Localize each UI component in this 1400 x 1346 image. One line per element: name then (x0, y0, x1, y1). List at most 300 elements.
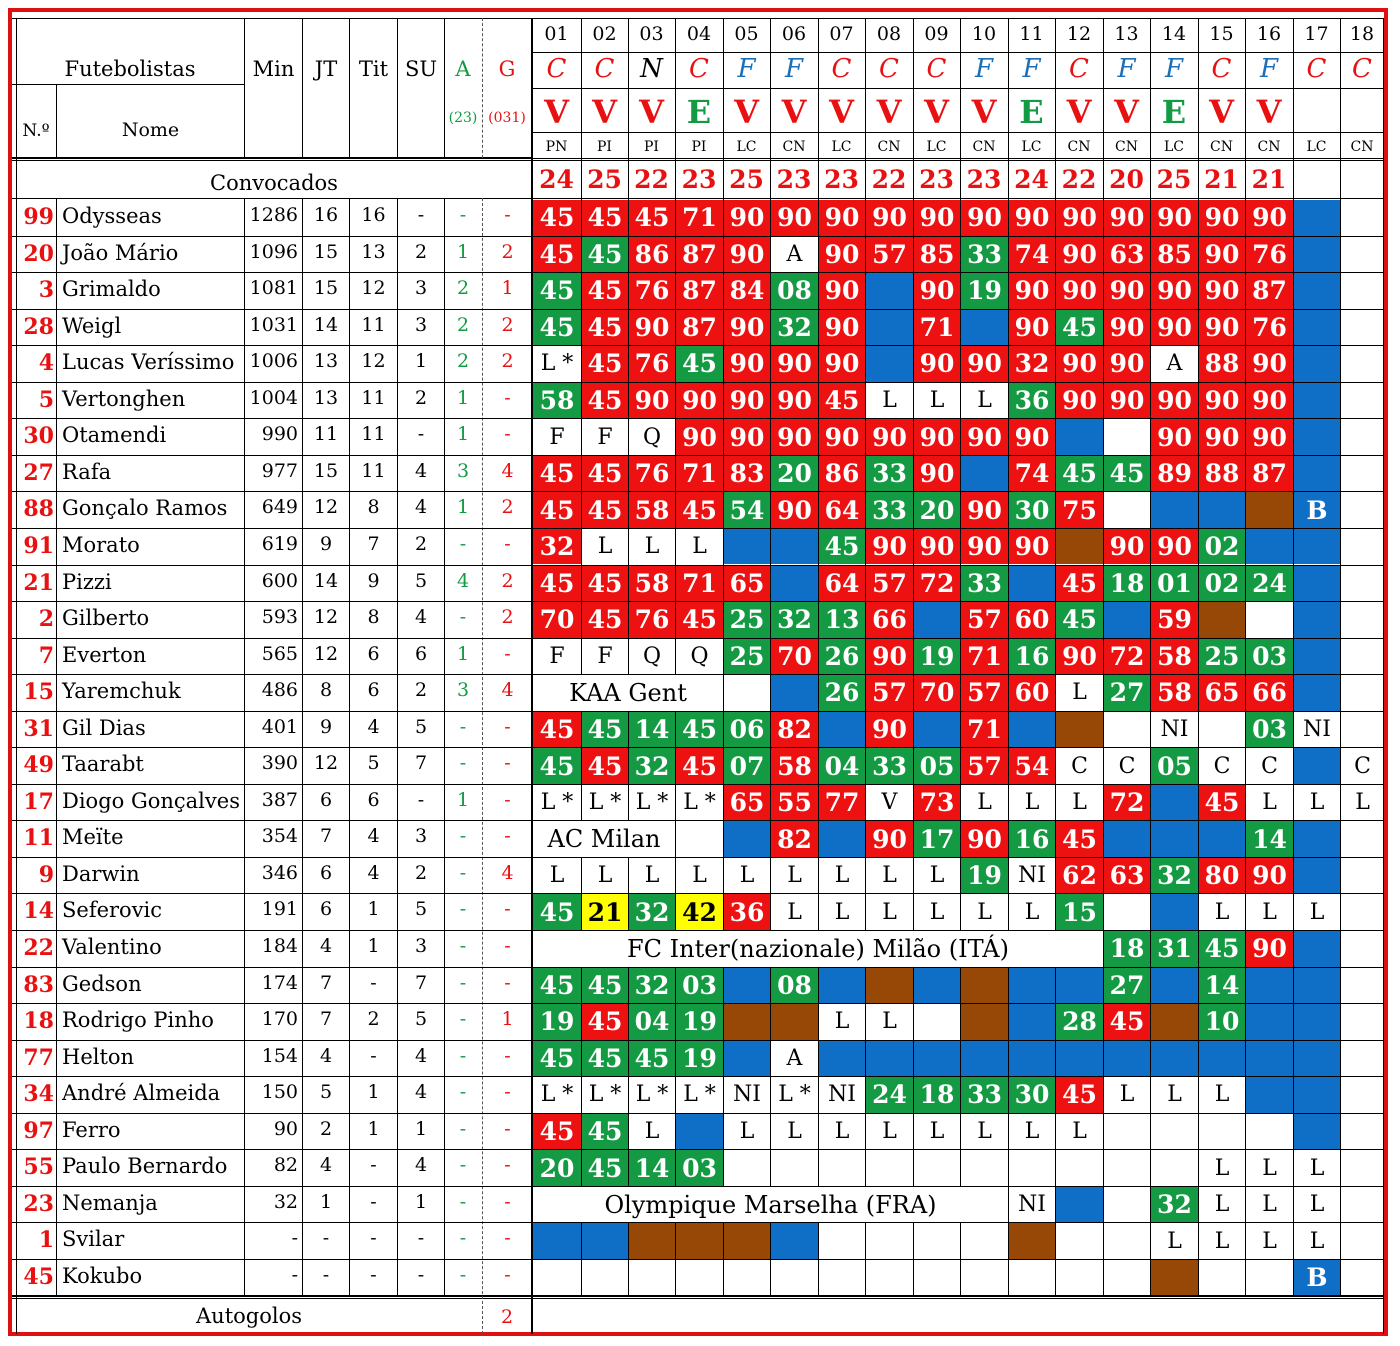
minutes-cell: 45 (1056, 310, 1103, 346)
status-cell: L (929, 388, 945, 414)
nome-header: Nome (121, 119, 180, 141)
player-assists: - (459, 752, 467, 775)
status-cell: L (929, 1119, 945, 1145)
player-assists: - (459, 971, 467, 994)
game-result: V (639, 93, 664, 131)
game-competition: CN (1350, 139, 1374, 155)
minutes-cell: 90 (961, 821, 1008, 857)
minutes-cell: 90 (914, 419, 960, 455)
status-cell: L (644, 1119, 660, 1145)
minutes-cell: 33 (866, 492, 913, 528)
player-jt: 14 (313, 569, 339, 592)
player-number: 88 (23, 496, 54, 523)
minutes-cell: 90 (1246, 419, 1293, 455)
minutes-cell: 90 (1056, 639, 1103, 675)
minutes-cell: 16 (1009, 821, 1055, 857)
game-venue: N (640, 54, 663, 84)
player-tit: - (370, 971, 377, 994)
minutes-cell: 14 (629, 712, 675, 748)
club-transfer-label: Olympique Marselha (FRA) (533, 1187, 1008, 1223)
player-goals: - (504, 1190, 511, 1213)
player-jt: 12 (313, 642, 339, 665)
minutes-cell: 90 (819, 237, 865, 273)
player-tit: 13 (361, 240, 386, 263)
game-number: 15 (1209, 23, 1234, 45)
game-competition: CN (972, 139, 996, 155)
minutes-cell: 90 (866, 821, 913, 857)
minutes-cell: 64 (819, 492, 865, 528)
unavailable-cell (1151, 968, 1198, 1004)
player-su: 4 (414, 1154, 428, 1177)
player-jt: 16 (313, 204, 339, 226)
unavailable-cell (866, 346, 913, 382)
player-tit: 8 (367, 496, 380, 519)
minutes-cell: 90 (1199, 419, 1245, 455)
minutes-cell: 45 (1056, 821, 1103, 857)
status-cell: NI (828, 1082, 856, 1108)
player-tit: 2 (367, 1008, 380, 1031)
game-number: 06 (781, 23, 807, 45)
status-cell: Q (642, 643, 662, 669)
minutes-cell: 90 (1151, 310, 1198, 346)
minutes-cell: 90 (1009, 200, 1055, 236)
autogolos-value: 2 (500, 1306, 514, 1328)
min-header: Min (252, 57, 295, 81)
player-tit: 1 (367, 1117, 380, 1140)
unavailable-cell (1246, 968, 1293, 1004)
h-rule (532, 88, 1384, 89)
game-venue: C (689, 54, 709, 84)
player-number: 5 (38, 386, 54, 413)
injured-cell (629, 1223, 675, 1259)
player-minutes: 486 (261, 679, 298, 702)
unavailable-cell (1199, 492, 1245, 528)
status-cell: L (977, 1119, 992, 1145)
status-cell: A (786, 241, 803, 267)
game-convocados: 25 (1156, 165, 1192, 194)
minutes-cell: 87 (676, 273, 723, 309)
player-name: Otamendi (62, 423, 167, 448)
minutes-cell: 58 (629, 566, 675, 602)
minutes-cell: 90 (866, 639, 913, 675)
player-tit: 4 (367, 861, 380, 884)
minutes-cell: 25 (724, 602, 770, 638)
player-goals: 4 (501, 459, 514, 482)
club-transfer-label: FC Inter(nazionale) Milão (ITÁ) (533, 931, 1103, 967)
unavailable-cell (1151, 492, 1198, 528)
minutes-cell: 70 (533, 602, 581, 638)
jt-header: JT (314, 57, 338, 81)
minutes-cell: 57 (866, 237, 913, 273)
minutes-cell: 45 (533, 273, 581, 309)
player-tit: - (370, 1154, 377, 1177)
status-cell: L (787, 863, 802, 889)
minutes-cell: 76 (629, 346, 675, 382)
minutes-cell: 14 (1246, 821, 1293, 857)
minutes-cell: 45 (1056, 602, 1103, 638)
minutes-cell: 90 (914, 456, 960, 492)
injured-cell (961, 1004, 1008, 1040)
game-competition: LC (1163, 139, 1184, 155)
status-cell: L (1262, 1228, 1277, 1254)
minutes-cell: 85 (914, 237, 960, 273)
game-venue: F (737, 54, 756, 84)
status-cell: L (1214, 1082, 1230, 1108)
v-rule (444, 18, 445, 158)
player-goals: - (504, 715, 511, 738)
unavailable-cell (1056, 1187, 1103, 1223)
status-cell: F (597, 424, 613, 450)
h-rule (12, 198, 1384, 199)
player-su: - (417, 423, 425, 446)
minutes-cell: 03 (1246, 712, 1293, 748)
player-tit: - (370, 1263, 377, 1286)
player-name: Diogo Gonçalves (62, 788, 240, 813)
status-cell: F (597, 643, 613, 669)
injured-cell (771, 1004, 818, 1040)
minutes-cell: 45 (533, 237, 581, 273)
unavailable-cell (961, 310, 1008, 346)
unavailable-cell (724, 529, 770, 565)
player-minutes: 174 (261, 971, 298, 994)
player-su: 4 (414, 459, 428, 482)
minutes-cell: 45 (1056, 566, 1103, 602)
player-number: 22 (23, 935, 54, 961)
player-jt: 4 (319, 1154, 333, 1177)
minutes-cell: 80 (1199, 858, 1245, 894)
game-convocados: 24 (539, 165, 574, 194)
game-convocados: 21 (1204, 165, 1239, 194)
unavailable-cell (1104, 602, 1150, 638)
player-minutes: 1081 (249, 277, 298, 300)
h-rule (12, 84, 244, 85)
unavailable-cell (1246, 1077, 1293, 1113)
player-minutes: 184 (261, 935, 298, 957)
player-number: 14 (23, 898, 54, 925)
minutes-cell: 45 (1056, 1077, 1103, 1113)
minutes-cell: 02 (1199, 529, 1245, 565)
minutes-cell: 45 (533, 894, 581, 930)
unavailable-cell (771, 675, 818, 711)
player-su: 3 (414, 313, 428, 336)
minutes-cell: 87 (1246, 456, 1293, 492)
player-assists: 1 (456, 386, 470, 409)
minutes-cell: 15 (1056, 894, 1103, 930)
minutes-cell: 08 (771, 968, 818, 1004)
minutes-cell: 18 (914, 1077, 960, 1113)
minutes-cell: 33 (961, 566, 1008, 602)
minutes-cell: 45 (582, 200, 628, 236)
player-su: 4 (414, 606, 428, 629)
status-cell: L (882, 899, 897, 925)
status-cell: F (549, 643, 565, 669)
player-name: Vertonghen (62, 386, 186, 411)
player-number: 34 (23, 1081, 54, 1108)
game-result: V (971, 93, 997, 131)
unavailable-cell (1246, 1041, 1293, 1077)
player-minutes: 990 (261, 423, 298, 446)
player-name: Morato (62, 532, 140, 557)
player-number: 3 (38, 277, 54, 304)
player-jt: 7 (319, 1008, 333, 1031)
status-cell: L (1214, 1192, 1230, 1218)
minutes-cell: 32 (533, 529, 581, 565)
minutes-cell: 32 (629, 894, 675, 930)
player-minutes: 191 (261, 898, 298, 921)
player-number: 11 (23, 825, 54, 852)
player-su: 3 (414, 825, 428, 848)
minutes-cell: 90 (1056, 200, 1103, 236)
game-result: V (781, 93, 807, 131)
game-venue: C (926, 54, 947, 84)
unavailable-cell (1056, 968, 1103, 1004)
status-cell: L * (683, 790, 716, 816)
status-cell: L (597, 863, 613, 889)
player-su: 5 (414, 1008, 428, 1031)
minutes-cell: 86 (629, 237, 675, 273)
game-venue: F (974, 54, 994, 84)
minutes-cell: 90 (1009, 310, 1055, 346)
game-number: 17 (1304, 23, 1329, 45)
player-minutes: 387 (261, 788, 298, 811)
status-cell: C (1354, 753, 1371, 779)
minutes-cell: 90 (1009, 419, 1055, 455)
player-goals: - (504, 423, 511, 446)
minutes-cell: 45 (533, 1041, 581, 1077)
player-su: 5 (414, 715, 428, 738)
player-goals: 2 (501, 350, 514, 373)
unavailable-cell (1294, 748, 1340, 784)
status-cell: L (882, 388, 897, 414)
status-cell: L (882, 863, 897, 889)
status-cell: V (881, 790, 898, 816)
player-assists: - (459, 825, 467, 848)
game-competition: LC (736, 139, 757, 155)
player-assists: - (459, 1044, 467, 1067)
player-goals: - (504, 642, 511, 665)
minutes-cell: 36 (724, 894, 770, 930)
minutes-cell: 30 (1009, 492, 1055, 528)
v-rule (1340, 18, 1341, 1296)
minutes-cell: 90 (866, 712, 913, 748)
game-result: V (592, 93, 617, 131)
game-number: 12 (1066, 23, 1092, 45)
minutes-cell: 71 (676, 566, 723, 602)
minutes-cell: 66 (866, 602, 913, 638)
unavailable-cell (1294, 1114, 1340, 1150)
player-number: 30 (23, 423, 54, 450)
minutes-cell: 45 (676, 492, 723, 528)
game-competition: LC (1306, 139, 1327, 155)
minutes-cell: 76 (629, 602, 675, 638)
unavailable-cell (1009, 712, 1055, 748)
injured-cell (724, 1223, 770, 1259)
player-goals: 4 (501, 861, 514, 884)
status-cell: L (1119, 1082, 1135, 1108)
minutes-cell: 07 (724, 748, 770, 784)
minutes-cell: 87 (676, 310, 723, 346)
minutes-cell: 26 (819, 675, 865, 711)
player-tit: 6 (367, 679, 380, 702)
minutes-cell: 02 (1199, 566, 1245, 602)
game-result: V (734, 93, 759, 131)
player-number: 17 (23, 788, 54, 815)
player-assists: - (459, 1081, 467, 1104)
autogolos-label: Autogolos (196, 1304, 302, 1328)
status-cell: L (1309, 1192, 1325, 1218)
minutes-cell: 57 (866, 675, 913, 711)
minutes-cell: 90 (914, 346, 960, 382)
unavailable-cell (1294, 346, 1340, 382)
unavailable-cell (819, 1041, 865, 1077)
minutes-cell: 24 (866, 1077, 913, 1113)
player-goals: - (504, 1081, 511, 1104)
player-jt: 9 (319, 715, 333, 738)
minutes-cell: 45 (582, 383, 628, 419)
minutes-cell: 45 (533, 748, 581, 784)
unavailable-cell (914, 968, 960, 1004)
player-number: 21 (23, 569, 54, 596)
status-cell: L (597, 534, 613, 560)
minutes-cell: 64 (819, 566, 865, 602)
player-tit: - (370, 1044, 377, 1067)
unavailable-cell (533, 1223, 581, 1259)
player-tit: 11 (361, 386, 386, 409)
game-convocados: 22 (871, 165, 907, 194)
status-cell: L * (588, 790, 622, 816)
player-name: Ferro (62, 1117, 121, 1142)
minutes-cell: 32 (1151, 858, 1198, 894)
minutes-cell: 76 (1246, 310, 1293, 346)
minutes-cell: 27 (1104, 675, 1150, 711)
player-assists: - (459, 1117, 467, 1140)
minutes-cell: 45 (1104, 456, 1150, 492)
minutes-cell: 45 (582, 1150, 628, 1186)
unavailable-cell (1056, 419, 1103, 455)
player-jt: 6 (319, 861, 333, 884)
player-assists: 4 (456, 569, 470, 592)
minutes-cell: 90 (629, 310, 675, 346)
minutes-cell: 90 (724, 237, 770, 273)
minutes-cell: 20 (771, 456, 818, 492)
minutes-cell: 57 (961, 602, 1008, 638)
minutes-cell: 45 (533, 968, 581, 1004)
status-cell: Q (642, 424, 662, 450)
minutes-cell: 90 (724, 346, 770, 382)
player-assists: - (459, 898, 467, 921)
game-venue: F (1259, 54, 1279, 84)
minutes-cell: 18 (1104, 566, 1150, 602)
player-jt: 9 (319, 532, 333, 555)
minutes-cell: 72 (1104, 639, 1150, 675)
minutes-cell: 71 (914, 310, 960, 346)
game-number: 10 (971, 23, 997, 45)
player-assists: 2 (456, 350, 470, 373)
minutes-cell: 76 (629, 273, 675, 309)
status-cell: L (787, 899, 802, 925)
player-minutes: 90 (273, 1117, 298, 1140)
minutes-cell: 45 (582, 237, 628, 273)
minutes-cell: 90 (1246, 346, 1293, 382)
status-cell: NI (1018, 863, 1046, 889)
minutes-cell: 45 (582, 968, 628, 1004)
player-minutes: 1004 (249, 386, 298, 409)
status-cell: A (1166, 351, 1183, 377)
futebolistas-header: Futebolistas (64, 57, 196, 81)
player-jt: 13 (313, 386, 339, 409)
status-cell: A (786, 1045, 803, 1071)
player-number: 2 (38, 606, 54, 633)
v-rule (1383, 18, 1384, 1334)
game-result: V (1256, 93, 1282, 131)
minutes-cell: 17 (914, 821, 960, 857)
minutes-cell: 54 (1009, 748, 1055, 784)
minutes-cell: 90 (961, 200, 1008, 236)
player-jt: 15 (313, 240, 339, 263)
club-transfer-label: KAA Gent (533, 675, 723, 711)
minutes-cell: 87 (1246, 273, 1293, 309)
minutes-cell: 45 (582, 602, 628, 638)
minutes-cell: 19 (676, 1004, 723, 1040)
player-jt: 12 (313, 496, 339, 519)
game-result: V (876, 93, 902, 131)
status-cell: L (1262, 790, 1277, 816)
minutes-cell: 90 (1104, 200, 1150, 236)
unavailable-cell (1294, 858, 1340, 894)
minutes-cell: 88 (1199, 456, 1245, 492)
unavailable-cell (819, 821, 865, 857)
player-su: 2 (414, 240, 428, 263)
injured-cell (866, 968, 913, 1004)
game-venue: C (1069, 54, 1089, 84)
unavailable-cell (1151, 894, 1198, 930)
minutes-cell: 45 (819, 383, 865, 419)
player-number: 83 (23, 971, 54, 998)
status-cell: L (1262, 899, 1277, 925)
unavailable-cell (1294, 931, 1340, 967)
minutes-cell: 24 (1246, 566, 1293, 602)
player-minutes: 82 (273, 1154, 298, 1177)
minutes-cell: 14 (1199, 968, 1245, 1004)
game-venue: C (879, 54, 899, 84)
status-cell: L * (683, 1082, 716, 1108)
player-su: 1 (414, 1190, 428, 1213)
player-tit: - (370, 1227, 377, 1250)
minutes-cell: 71 (961, 712, 1008, 748)
player-minutes: 346 (261, 861, 298, 884)
player-minutes: 390 (261, 752, 298, 775)
minutes-cell: 20 (533, 1150, 581, 1186)
player-jt: 13 (313, 350, 339, 373)
player-number: 20 (23, 240, 54, 267)
minutes-cell: 45 (629, 1041, 675, 1077)
minutes-cell: 63 (1104, 858, 1150, 894)
minutes-cell: 90 (866, 529, 913, 565)
player-assists: - (459, 606, 467, 629)
player-jt: 4 (319, 1044, 333, 1067)
h-rule (12, 1298, 1384, 1299)
unavailable-cell (1294, 419, 1340, 455)
minutes-cell: 45 (582, 456, 628, 492)
minutes-cell: 90 (1246, 383, 1293, 419)
game-competition: PN (545, 139, 568, 155)
player-tit: 8 (367, 606, 380, 629)
player-number: 55 (23, 1154, 54, 1181)
minutes-cell: 83 (724, 456, 770, 492)
player-jt: 1 (319, 1190, 333, 1213)
h-rule (532, 132, 1384, 133)
status-cell: L (1024, 790, 1040, 816)
